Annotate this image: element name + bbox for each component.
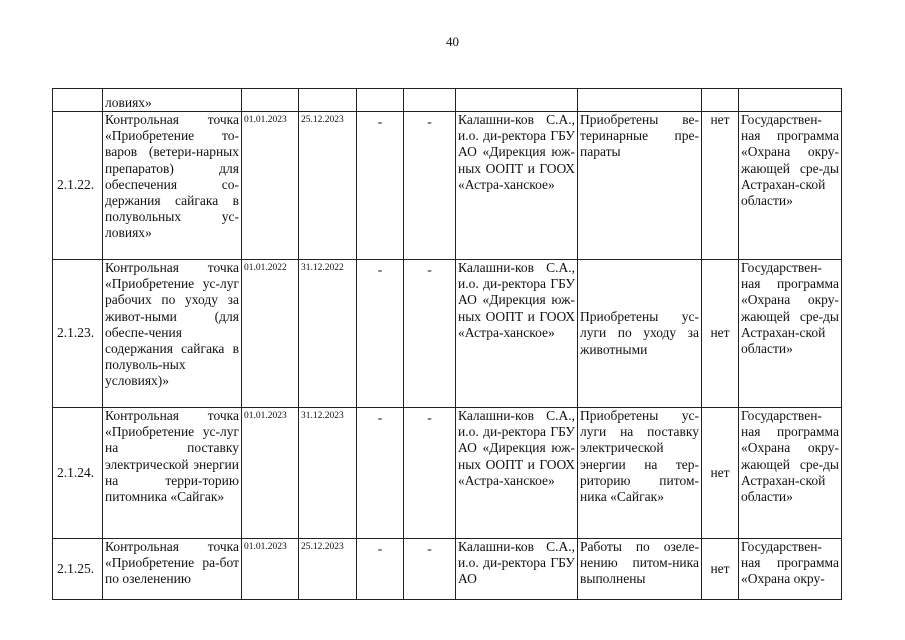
page-number: 40 [446, 34, 459, 49]
cell-program: Государствен-ная программа «Охрана окру-жающей сре-ды Астрахан-ской области» [739, 408, 842, 539]
cell-start-date: 01.01.2023 [242, 539, 299, 600]
cell-start-date: 01.01.2023 [242, 408, 299, 539]
cell-dash: - [357, 260, 404, 408]
cell-title: ловиях» [103, 89, 242, 112]
cell-title: Контрольная точка «Приобретение ра-бот по озеленению [103, 539, 242, 600]
cell-end-date: 25.12.2023 [299, 112, 357, 260]
cell-dash: - [404, 539, 456, 600]
table-row-continuation [53, 89, 842, 112]
plan-table [52, 88, 842, 600]
cell-result: Приобретены ус-луги по уходу за животными [578, 260, 702, 408]
cell-dash: - [357, 539, 404, 600]
cell-flag: нет [702, 260, 739, 408]
cell-num: 2.1.25. [53, 539, 103, 600]
cell-responsible: Калашни-ков С.А., и.о. ди-ректора ГБУ АО «Дирекция юж-ных ООПТ и ГООХ «Астра-ханское» [456, 260, 578, 408]
cell-num: 2.1.23. [53, 260, 103, 408]
cell-result: Приобретены ве-теринарные пре-параты [578, 112, 702, 260]
cell-title: Контрольная точка «Приобретение ус-луг на поставку электрической энергии на терри-торию питомника «Сайгак» [103, 408, 242, 539]
cell-flag: нет [702, 539, 739, 600]
cell-title: Контрольная точка «Приобретение ус-луг рабочих по уходу за живот-ными (для обеспе-чения содержания сайгака в полуволь-ных условиях)» [103, 260, 242, 408]
table-row [53, 539, 842, 600]
table-row [53, 260, 842, 408]
cell-responsible: Калашни-ков С.А., и.о. ди-ректора ГБУ АО «Дирекция юж-ных ООПТ и ГООХ «Астра-ханское» [456, 408, 578, 539]
cell-num [53, 89, 103, 112]
cell-dash: - [404, 260, 456, 408]
cell-num: 2.1.22. [53, 112, 103, 260]
cell-end-date: 31.12.2023 [299, 408, 357, 539]
table-row [53, 112, 842, 260]
cell-end-date: 25.12.2023 [299, 539, 357, 600]
cell-start-date: 01.01.2022 [242, 260, 299, 408]
cell-program: Государствен-ная программа «Охрана окру- [739, 539, 842, 600]
cell-flag: нет [702, 408, 739, 539]
cell-dash: - [404, 112, 456, 260]
cell-dash: - [404, 408, 456, 539]
cell-flag: нет [702, 112, 739, 260]
cell-dash: - [357, 112, 404, 260]
cell-responsible: Калашни-ков С.А., и.о. ди-ректора ГБУ АО «Дирекция юж-ных ООПТ и ГООХ «Астра-ханское» [456, 112, 578, 260]
cell-start-date: 01.01.2023 [242, 112, 299, 260]
cell-title: Контрольная точка «Приобретение то-варов (ветери-нарных препаратов) для обеспечения со-держания сайгака в полувольных ус-ловиях» [103, 112, 242, 260]
cell-program: Государствен-ная программа «Охрана окру-жающей сре-ды Астрахан-ской области» [739, 260, 842, 408]
cell-program: Государствен-ная программа «Охрана окру-жающей сре-ды Астрахан-ской области» [739, 112, 842, 260]
cell-result: Работы по озеле-нению питом-ника выполнены [578, 539, 702, 600]
cell-dash: - [357, 408, 404, 539]
cell-num: 2.1.24. [53, 408, 103, 539]
table-row [53, 408, 842, 539]
cell-result: Приобретены ус-луги на поставку электрической энергии на тер-риторию питом-ника «Сайгак» [578, 408, 702, 539]
cell-responsible: Калашни-ков С.А., и.о. ди-ректора ГБУ АО [456, 539, 578, 600]
cell-end-date: 31.12.2022 [299, 260, 357, 408]
